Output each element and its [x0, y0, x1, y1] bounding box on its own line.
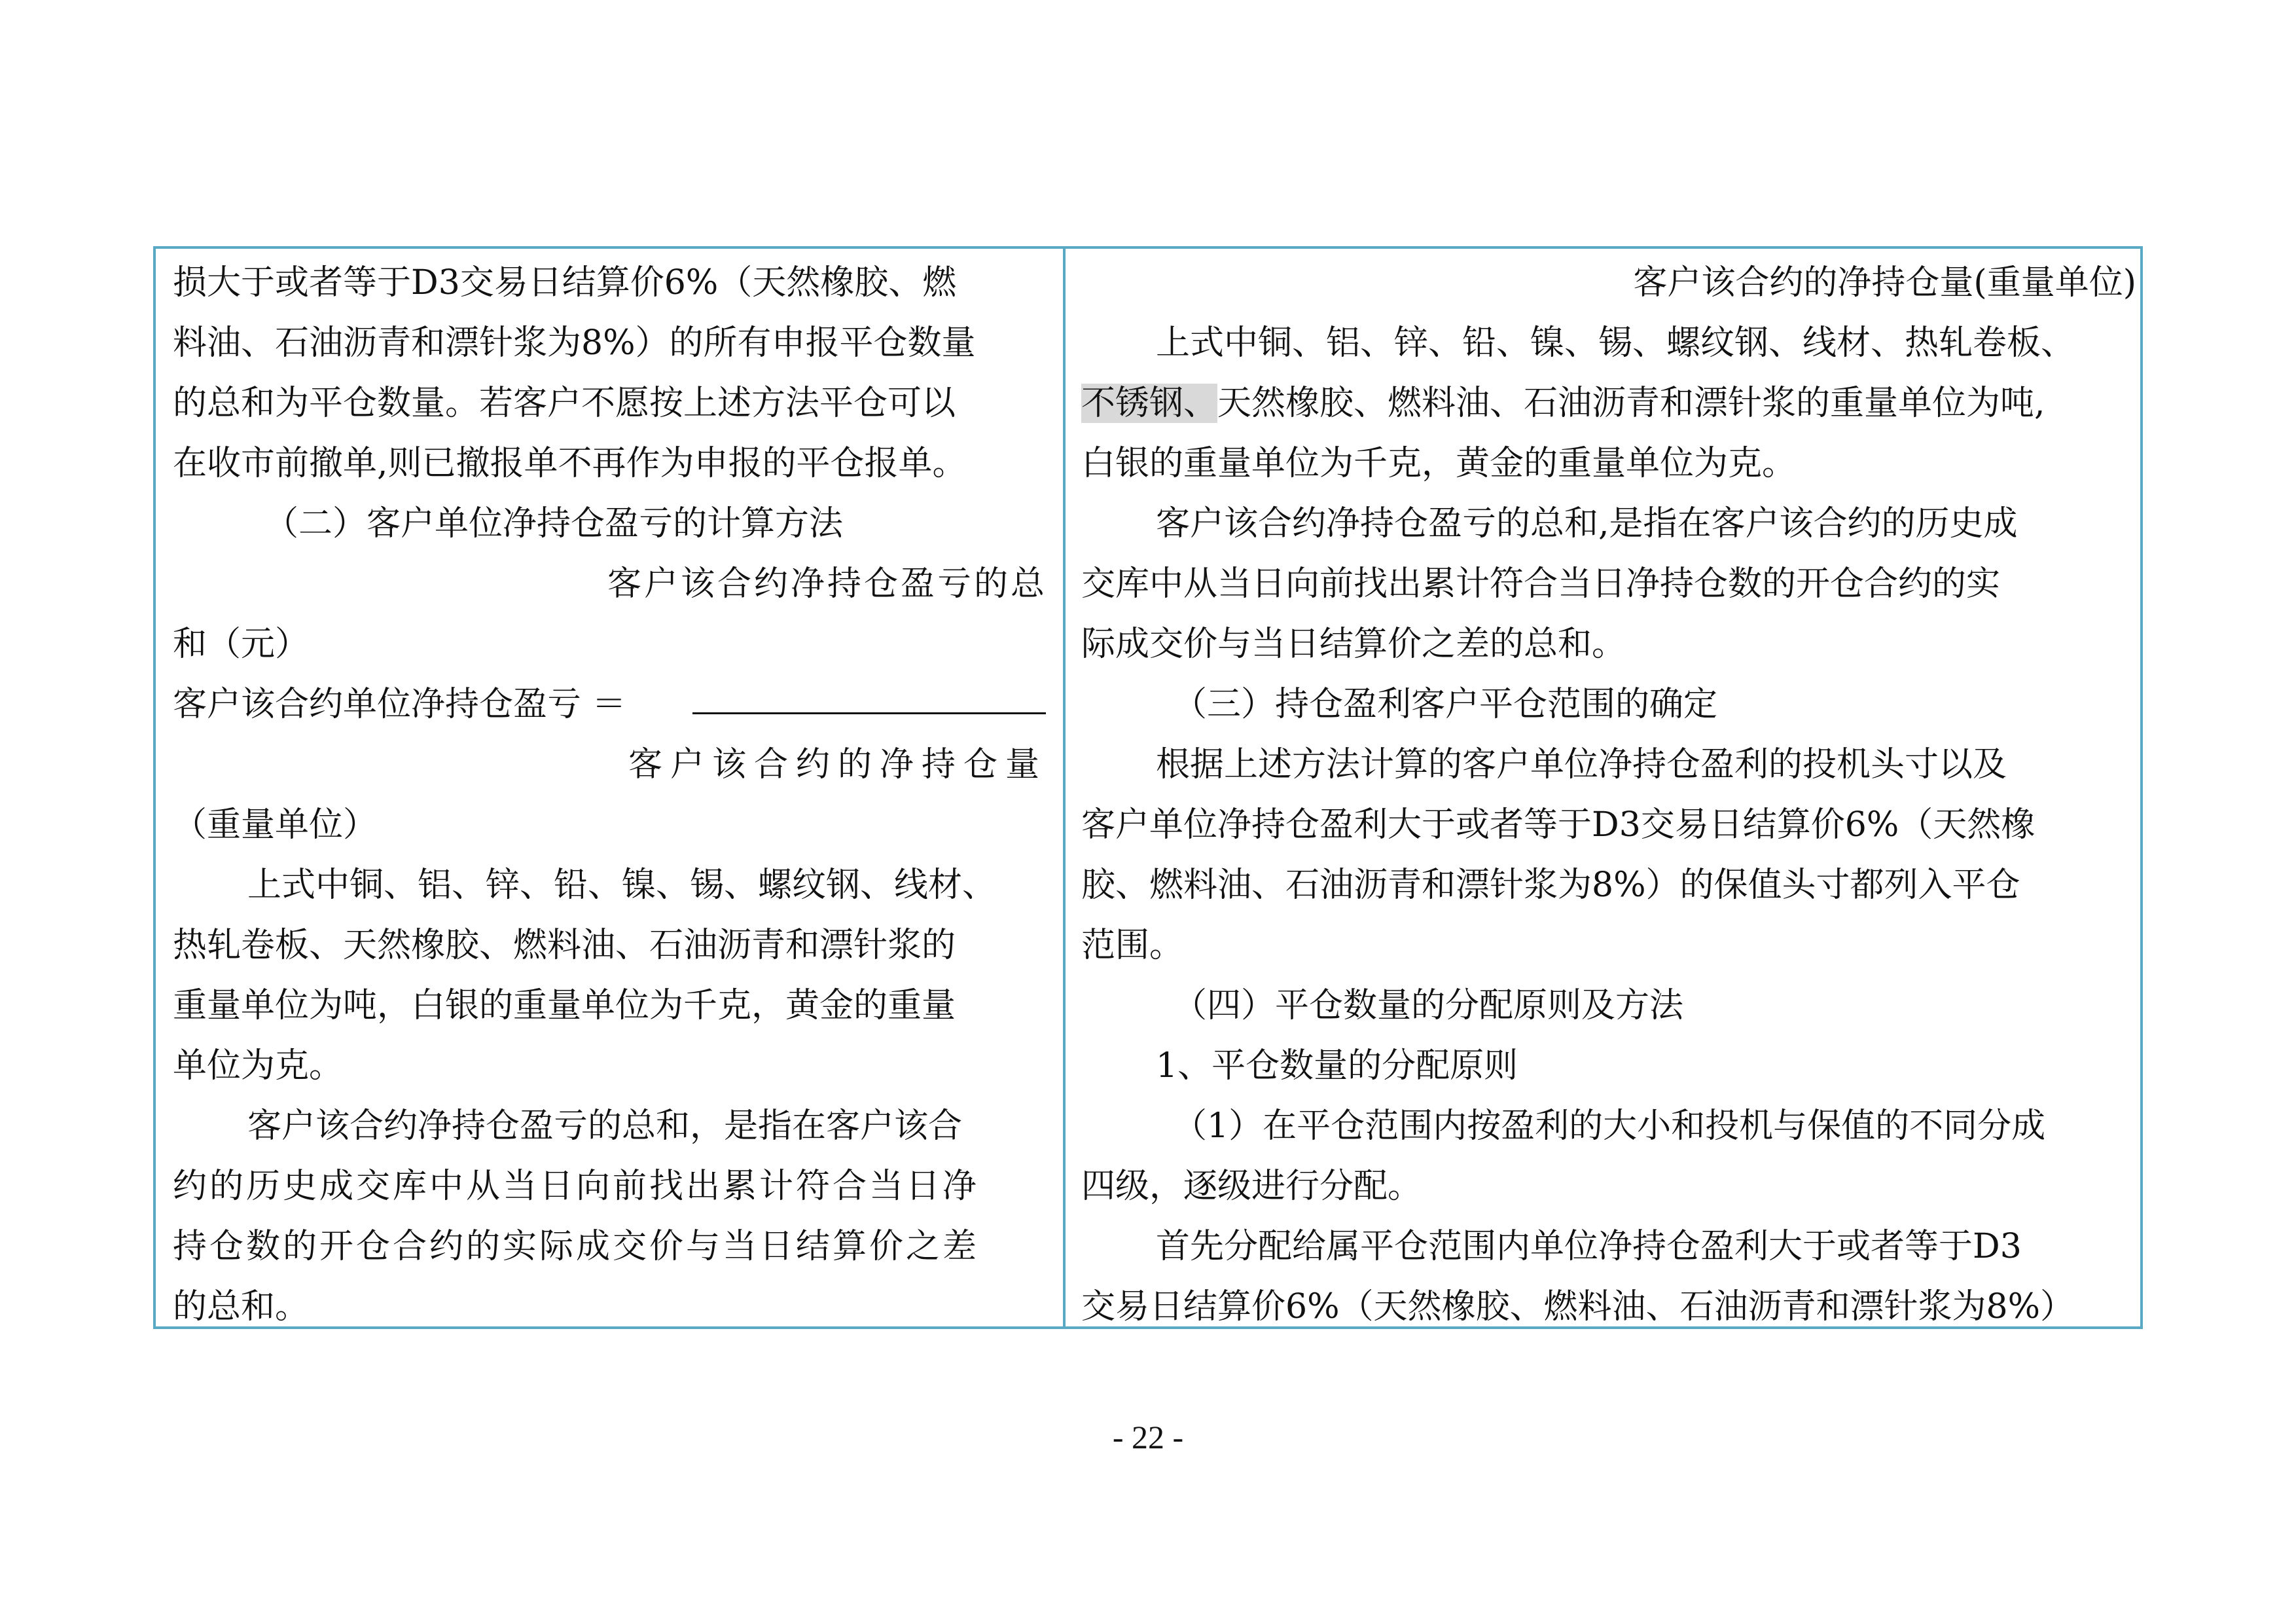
text-line: 在收市前撤单,则已撤报单不再作为申报的平仓报单。 — [173, 444, 967, 483]
text-line: 持仓数的开仓合约的实际成交价与当日结算价之差 — [173, 1227, 980, 1266]
right-column — [1066, 249, 2140, 1326]
text-line: 交易日结算价6%（天然橡胶、燃料油、石油沥青和漂针浆为8%） — [1081, 1287, 2074, 1326]
text-line: 约的历史成交库中从当日向前找出累计符合当日净 — [173, 1167, 980, 1206]
fraction-bar — [692, 712, 1046, 714]
formula-denominator-unit: （重量单位） — [173, 805, 378, 845]
formula-numerator: 客户该合约净持仓盈亏的总 — [607, 564, 1047, 604]
formula-label: 客户该合约单位净持仓盈亏 ＝ — [173, 685, 626, 724]
text-line — [1081, 373, 2136, 433]
text-line: 重量单位为吨，白银的重量单位为千克，黄金的重量 — [173, 986, 956, 1025]
page-number: - 22 - — [1112, 1419, 1184, 1455]
formula-denominator: 客户该合约的净持仓量(重量单位) — [1633, 263, 2136, 302]
text-line: （1）在平仓范围内按盈利的大小和投机与保值的不同分成 — [1173, 1106, 2046, 1146]
section-heading: （三）持仓盈利客户平仓范围的确定 — [1173, 685, 1718, 724]
text-line: 客户单位净持仓盈利大于或者等于D3交易日结算价6%（天然橡 — [1081, 805, 2036, 845]
comparison-table — [153, 246, 2143, 1329]
text-line: 客户该合约净持仓盈亏的总和，是指在客户该合 — [247, 1106, 963, 1146]
text-line: 单位为克。 — [173, 1046, 344, 1085]
text-line: 四级，逐级进行分配。 — [1081, 1167, 1422, 1206]
text-line: 料油、石油沥青和漂针浆为8%）的所有申报平仓数量 — [173, 323, 976, 363]
section-heading: （二）客户单位净持仓盈亏的计算方法 — [264, 504, 844, 543]
text-line: 的总和。 — [173, 1287, 310, 1326]
text-line: 际成交价与当日结算价之差的总和。 — [1081, 625, 1626, 664]
highlighted-text: 不锈钢、 — [1081, 384, 1218, 423]
left-column — [156, 249, 1063, 1326]
text-line: 热轧卷板、天然橡胶、燃料油、石油沥青和漂针浆的 — [173, 926, 956, 965]
text-line: 上式中铜、铝、锌、铅、镍、锡、螺纹钢、线材、 — [247, 866, 997, 905]
text-line: 根据上述方法计算的客户单位净持仓盈利的投机头寸以及 — [1156, 745, 2007, 784]
text-line: 首先分配给属平仓范围内单位净持仓盈利大于或者等于D3 — [1156, 1227, 2022, 1266]
text-line: 白银的重量单位为千克，黄金的重量单位为克。 — [1081, 444, 1797, 483]
text-line: 胶、燃料油、石油沥青和漂针浆为8%）的保值头寸都列入平仓 — [1081, 866, 2020, 905]
text-line: 的总和为平仓数量。若客户不愿按上述方法平仓可以 — [173, 384, 956, 423]
formula-denominator: 客户该合约的净持仓量 — [628, 745, 1047, 784]
formula-numerator-unit: 和（元） — [173, 625, 310, 664]
text-line: 交库中从当日向前找出累计符合当日净持仓数的开仓合约的实 — [1081, 564, 2001, 604]
text-line: 客户该合约净持仓盈亏的总和,是指在客户该合约的历史成 — [1156, 504, 2018, 543]
text-line: 上式中铜、铝、锌、铅、镍、锡、螺纹钢、线材、热轧卷板、 — [1156, 323, 2075, 363]
section-heading: （四）平仓数量的分配原则及方法 — [1173, 986, 1684, 1025]
text-line: 范围。 — [1081, 926, 1184, 965]
text-span: 天然橡胶、燃料油、石油沥青和漂针浆的重量单位为吨, — [1217, 384, 2045, 423]
sub-heading: 1、平仓数量的分配原则 — [1156, 1046, 1518, 1085]
text-line: 损大于或者等于D3交易日结算价6%（天然橡胶、燃 — [173, 263, 957, 302]
